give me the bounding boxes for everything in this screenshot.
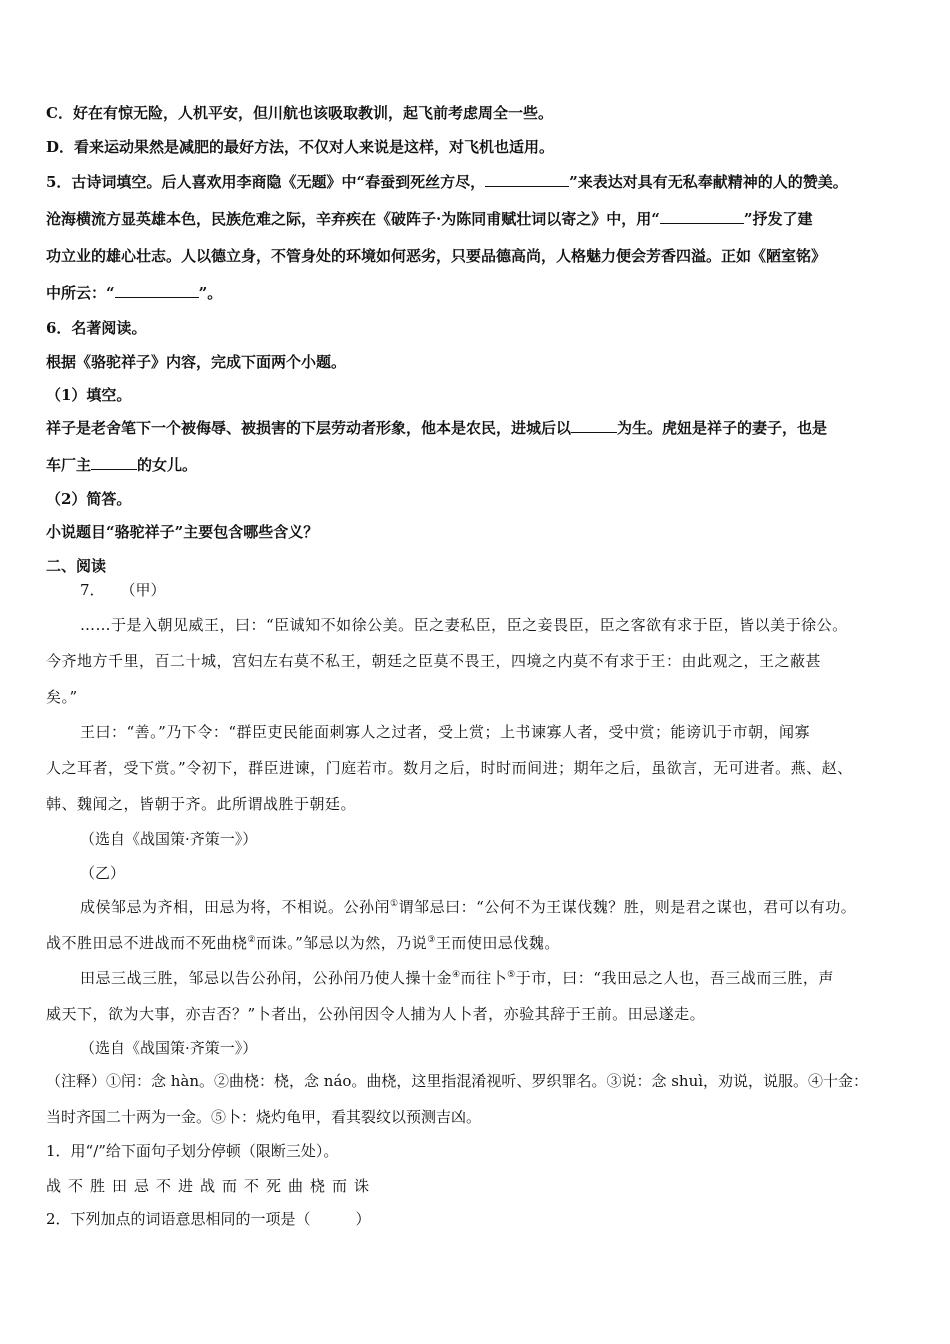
yi-text: 谓邹忌曰：“公何不为王谋伐魏？胜，则是君之谋也，君可以有功。 [398, 898, 857, 916]
q6-intro: 根据《骆驼祥子》内容，完成下面两个小题。 [46, 353, 347, 371]
yi-text: 战不胜田忌不进战而不死曲桡 [46, 934, 248, 952]
source-2: （选自《战国策·齐策一》） [80, 1039, 258, 1057]
annotation-note: 当时齐国二十两为一金。⑤卜：烧灼龟甲，看其裂纹以预测吉凶。 [46, 1108, 482, 1126]
q6-part-2: （2）简答。 [46, 490, 132, 508]
jia-para-2: 王曰：“善。”乃下令：“群臣吏民能面刺寡人之过者，受上赏；上书谏寡人者，受中赏；能谤讥于市朝，闻寡 [80, 723, 811, 741]
q7-jia-label: （甲） [120, 581, 166, 599]
jia-para-1: ……于是入朝见威王，曰：“臣诚知不如徐公美。臣之妻私臣，臣之妾畏臣，臣之客欲有求于臣，皆以美于徐公。 [80, 616, 848, 634]
q5-blank-2[interactable] [660, 209, 744, 224]
sentence-text: 战不胜田忌不进战而不死曲桡而诛 [46, 1177, 377, 1195]
source-1: （选自《战国策·齐策一》） [80, 830, 258, 848]
yi-text: 王而使田忌伐魏。 [435, 934, 560, 952]
q5-blank-3[interactable] [115, 283, 199, 298]
jia-para-2: 韩、魏闻之，皆朝于齐。此所谓战胜于朝廷。 [46, 795, 357, 813]
yi-para-1 [46, 933, 916, 953]
q5-blank-1[interactable] [485, 172, 569, 187]
annotation-note: （注释）①闬：念 hàn。②曲桡：桡，念 náo。曲桡，这里指混淆视听、罗织罪名。③说：念 shuì，劝说，说服。④十金： [46, 1072, 869, 1090]
q6-text: 的女儿。 [137, 456, 198, 474]
yi-text: 田忌三战三胜，邹忌以告公孙闬，公孙闬乃使人操十金 [80, 969, 453, 987]
q6-blank-2[interactable] [91, 455, 137, 470]
q4-option-c: C．好在有惊无险，人机平安，但川航也该吸取教训，起飞前考虑周全一些。 [46, 104, 553, 122]
q7-number: 7． [80, 581, 105, 599]
q5-line-4 [46, 283, 916, 303]
q7-header [80, 580, 950, 600]
yi-para-1 [80, 897, 950, 917]
jia-para-1: 今齐地方千里，百二十城，宫妇左右莫不私王，朝廷之臣莫不畏王，四境之内莫不有求于王：由此观之，王之蔽甚 [46, 652, 822, 670]
q5-text: 中所云：“ [46, 284, 115, 302]
q5-line-3: 功立业的雄心壮志。人以德立身，不管身处的环境如何恶劣，只要品德高尚，人格魅力便会芳香四溢。正如《陋室铭》 [46, 247, 827, 265]
note-mark: ⑤ [507, 970, 516, 980]
q5-text: 5．古诗词填空。后人喜欢用李商隐《无题》中“春蚕到死丝方尽， [46, 173, 486, 191]
q6-text: 车厂主 [46, 456, 92, 474]
q6-blank-1[interactable] [571, 418, 617, 433]
jia-para-1: 矣。” [46, 688, 78, 706]
q6-title: 6．名著阅读。 [46, 319, 147, 337]
q6-part-1: （1）填空。 [46, 386, 132, 404]
q6-fill-line-1 [46, 418, 916, 438]
yi-text: 于市，曰：“我田忌之人也，吾三战而三胜，声 [515, 969, 834, 987]
note-mark: ③ [427, 935, 436, 945]
yi-para-2 [80, 968, 950, 988]
q5-line-2 [46, 209, 916, 229]
yi-text: 而诛。”邹忌以为然，乃说 [256, 934, 428, 952]
q6-question: 小说题目“骆驼祥子”主要包含哪些含义？ [46, 523, 319, 541]
q5-text: ”来表达对具有无私奉献精神的人的赞美。 [569, 173, 848, 191]
q6-text: 祥子是老舍笔下一个被侮辱、被损害的下层劳动者形象，他本是农民，进城后以 [46, 419, 572, 437]
q6-fill-line-2 [46, 455, 916, 475]
section-2-heading: 二、阅读 [46, 557, 107, 575]
note-mark: ④ [452, 970, 461, 980]
note-mark: ① [390, 899, 399, 909]
q7-sub-1-sentence[interactable] [46, 1176, 916, 1196]
note-mark: ② [247, 935, 257, 945]
q7-sub-1: 1．用“/”给下面句子划分停顿（限断三处）。 [46, 1142, 339, 1160]
q5-text: ”抒发了建 [743, 210, 813, 228]
yi-para-2: 威天下，欲为大事，亦吉否？”卜者出，公孙闬因令人捕为人卜者，亦验其辞于王前。田忌遂走。 [46, 1005, 706, 1023]
q4-option-d: D．看来运动果然是减肥的最好方法，不仅对人来说是这样，对飞机也适用。 [46, 138, 555, 156]
jia-para-2: 人之耳者，受下赏。”令初下，群臣进谏，门庭若市。数月之后，时时而间进；期年之后，虽欲言，无可进者。燕、赵、 [46, 759, 853, 777]
q7-sub-2: 2．下列加点的词语意思相同的一项是（ ） [46, 1210, 371, 1228]
q7-yi-label: （乙） [80, 864, 126, 882]
yi-text: 成侯邹忌为齐相，田忌为将，不相说。公孙闬 [80, 898, 391, 916]
q5-text: ”。 [198, 284, 223, 302]
yi-text: 而往卜 [460, 969, 508, 987]
q5-line-1 [46, 172, 916, 192]
q5-text: 沧海横流方显英雄本色，民族危难之际，辛弃疾在《破阵子·为陈同甫赋壮词以寄之》中，用“ [46, 210, 660, 228]
q6-text: 为生。虎妞是祥子的妻子，也是 [617, 419, 828, 437]
